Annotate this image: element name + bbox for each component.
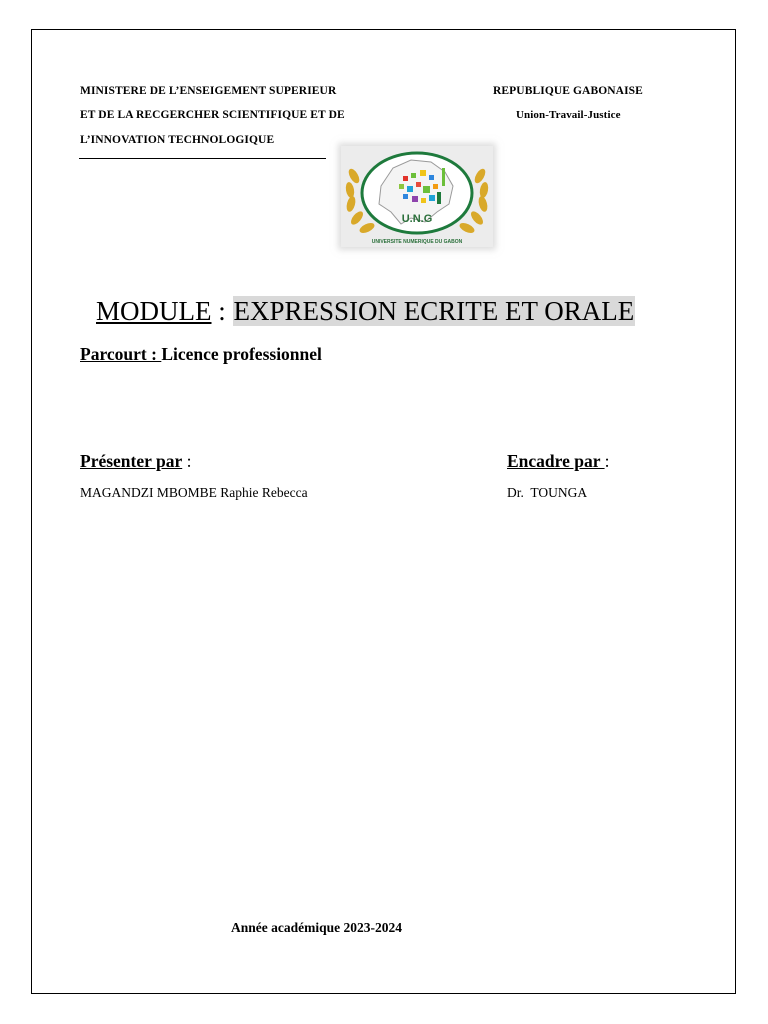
module-name: EXPRESSION ECRITE ET ORALE [233,296,635,326]
header-rule [79,158,326,159]
parcours-label: Parcourt : [80,344,162,364]
republic-name: REPUBLIQUE GABONAISE [493,85,643,97]
supervisor-name: Dr. TOUNGA [507,485,588,500]
ung-emblem-icon [341,146,493,247]
module-label: MODULE [96,296,212,326]
logo-initials: U.N.G [401,213,433,225]
logo-caption: UNIVERSITE NUMERIQUE DU GABON [371,239,463,245]
supervisor-heading [507,451,609,472]
ministry-line-2: ET DE LA RECGERCHER SCIENTIFIQUE ET DE [80,109,345,121]
ministry-line-3: L’INNOVATION TECHNOLOGIQUE [80,134,275,146]
module-separator: : [211,296,233,326]
presenter-name: MAGANDZI MBOMBE Raphie Rebecca [80,485,308,500]
presenter-colon: : [182,451,192,471]
supervisor-colon: : [604,451,610,471]
republic-motto: Union-Travail-Justice [516,109,621,121]
university-logo [341,146,493,247]
presenter-heading [80,451,191,472]
academic-year: Année académique 2023-2024 [231,920,402,935]
ministry-line-1: MINISTERE DE L’ENSEIGEMENT SUPERIEUR [80,85,337,97]
supervisor-label: Encadre par [507,451,605,471]
parcours-line [80,344,322,365]
presenter-label: Présenter par [80,451,183,471]
module-title [96,296,635,327]
parcours-value: Licence professionnel [161,344,322,364]
